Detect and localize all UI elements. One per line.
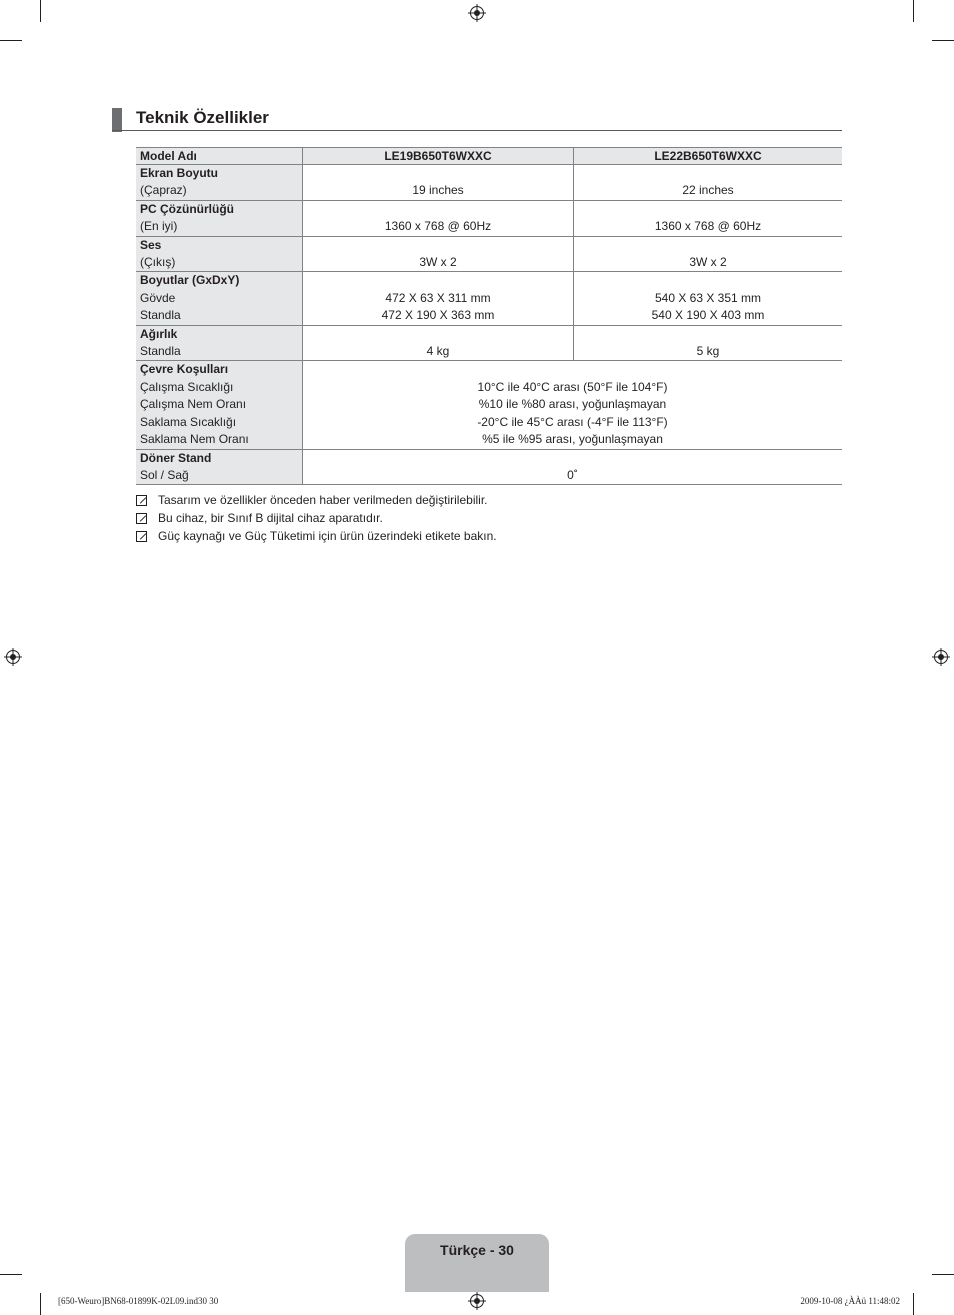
cell-value: %10 ile %80 arası, yoğunlaşmayan — [478, 397, 667, 412]
cell-value: 3W x 2 — [303, 236, 574, 272]
cell-value: 19 inches — [303, 165, 574, 201]
header-model-1: LE19B650T6WXXC — [303, 148, 574, 165]
print-slug-left: [650-Weuro]BN68-01899K-02L09.ind30 30 — [58, 1296, 219, 1306]
crop-mark — [913, 0, 914, 22]
cell-value: 472 X 190 X 363 mm — [381, 308, 495, 323]
registration-mark-icon — [932, 648, 950, 666]
cell-value: 1360 x 768 @ 60Hz — [574, 200, 843, 236]
registration-mark-icon — [468, 1292, 486, 1310]
group-label: Ses — [140, 237, 162, 252]
table-row — [136, 325, 842, 361]
page-number: Türkçe - 30 — [440, 1242, 514, 1258]
note-icon — [136, 513, 147, 524]
row-label: Çalışma Sıcaklığı — [140, 379, 234, 394]
table-row — [136, 165, 842, 201]
note-icon — [136, 495, 147, 506]
crop-mark — [40, 1293, 41, 1315]
crop-mark — [932, 1274, 954, 1275]
table-row — [136, 200, 842, 236]
note-text: Bu cihaz, bir Sınıf B dijital cihaz aparatıdır. — [158, 511, 383, 525]
cell-value: 22 inches — [574, 165, 843, 201]
cell-value: -20°C ile 45°C arası (-4°F ile 113°F) — [477, 414, 668, 429]
table-row — [136, 449, 842, 485]
list-item — [136, 509, 497, 527]
table-row — [136, 361, 842, 449]
cell-value: 540 X 63 X 351 mm — [654, 290, 762, 305]
cell-value: 0˚ — [303, 449, 843, 485]
group-label: PC Çözünürlüğü — [140, 201, 234, 216]
print-slug-right: 2009-10-08 ¿ÀÀü 11:48:02 — [800, 1296, 900, 1306]
crop-mark — [932, 40, 954, 41]
cell-value: 4 kg — [303, 325, 574, 361]
registration-mark-icon — [4, 648, 22, 666]
group-label: Ağırlık — [140, 326, 178, 341]
list-item — [136, 491, 497, 509]
group-label: Döner Stand — [140, 450, 212, 465]
row-label: (Çıkış) — [140, 255, 176, 270]
cell-value: 472 X 63 X 311 mm — [385, 290, 491, 305]
note-text: Güç kaynağı ve Güç Tüketimi için ürün üzerindeki etikete bakın. — [158, 529, 497, 543]
row-label: Saklama Sıcaklığı — [140, 414, 237, 429]
row-label: Saklama Nem Oranı — [140, 432, 249, 447]
crop-mark — [0, 1274, 22, 1275]
page-title: Teknik Özellikler — [136, 108, 269, 127]
crop-mark — [0, 40, 22, 41]
table-row — [136, 236, 842, 272]
row-label: Sol / Sağ — [140, 467, 189, 482]
cell-value: 1360 x 768 @ 60Hz — [303, 200, 574, 236]
crop-mark — [913, 1293, 914, 1315]
cell-value: 3W x 2 — [574, 236, 843, 272]
crop-mark — [40, 0, 41, 22]
row-label: Standla — [140, 308, 181, 323]
title-bar-marker — [112, 108, 122, 132]
row-label: (Çapraz) — [140, 183, 187, 198]
title-divider — [112, 130, 842, 131]
spec-table — [136, 147, 842, 485]
row-label: (En iyi) — [140, 219, 178, 234]
note-icon — [136, 531, 147, 542]
row-label: Çalışma Nem Oranı — [140, 397, 247, 412]
header-model-name: Model Adı — [136, 148, 303, 165]
group-label: Boyutlar (GxDxY) — [140, 273, 240, 288]
row-label: Gövde — [140, 290, 176, 305]
cell-value: 10°C ile 40°C arası (50°F ile 104°F) — [477, 379, 668, 394]
table-header-row — [136, 148, 842, 165]
note-text: Tasarım ve özellikler önceden haber verilmeden değiştirilebilir. — [158, 493, 488, 507]
table-row — [136, 272, 842, 325]
cell-value: 5 kg — [574, 325, 843, 361]
registration-mark-icon — [468, 4, 486, 22]
group-label: Ekran Boyutu — [140, 166, 219, 180]
row-label: Standla — [140, 344, 181, 359]
cell-value: %5 ile %95 arası, yoğunlaşmayan — [482, 432, 663, 447]
group-label: Çevre Koşulları — [140, 362, 229, 377]
notes-list — [136, 491, 497, 545]
cell-value: 540 X 190 X 403 mm — [651, 308, 765, 323]
list-item — [136, 527, 497, 545]
header-model-2: LE22B650T6WXXC — [574, 148, 843, 165]
